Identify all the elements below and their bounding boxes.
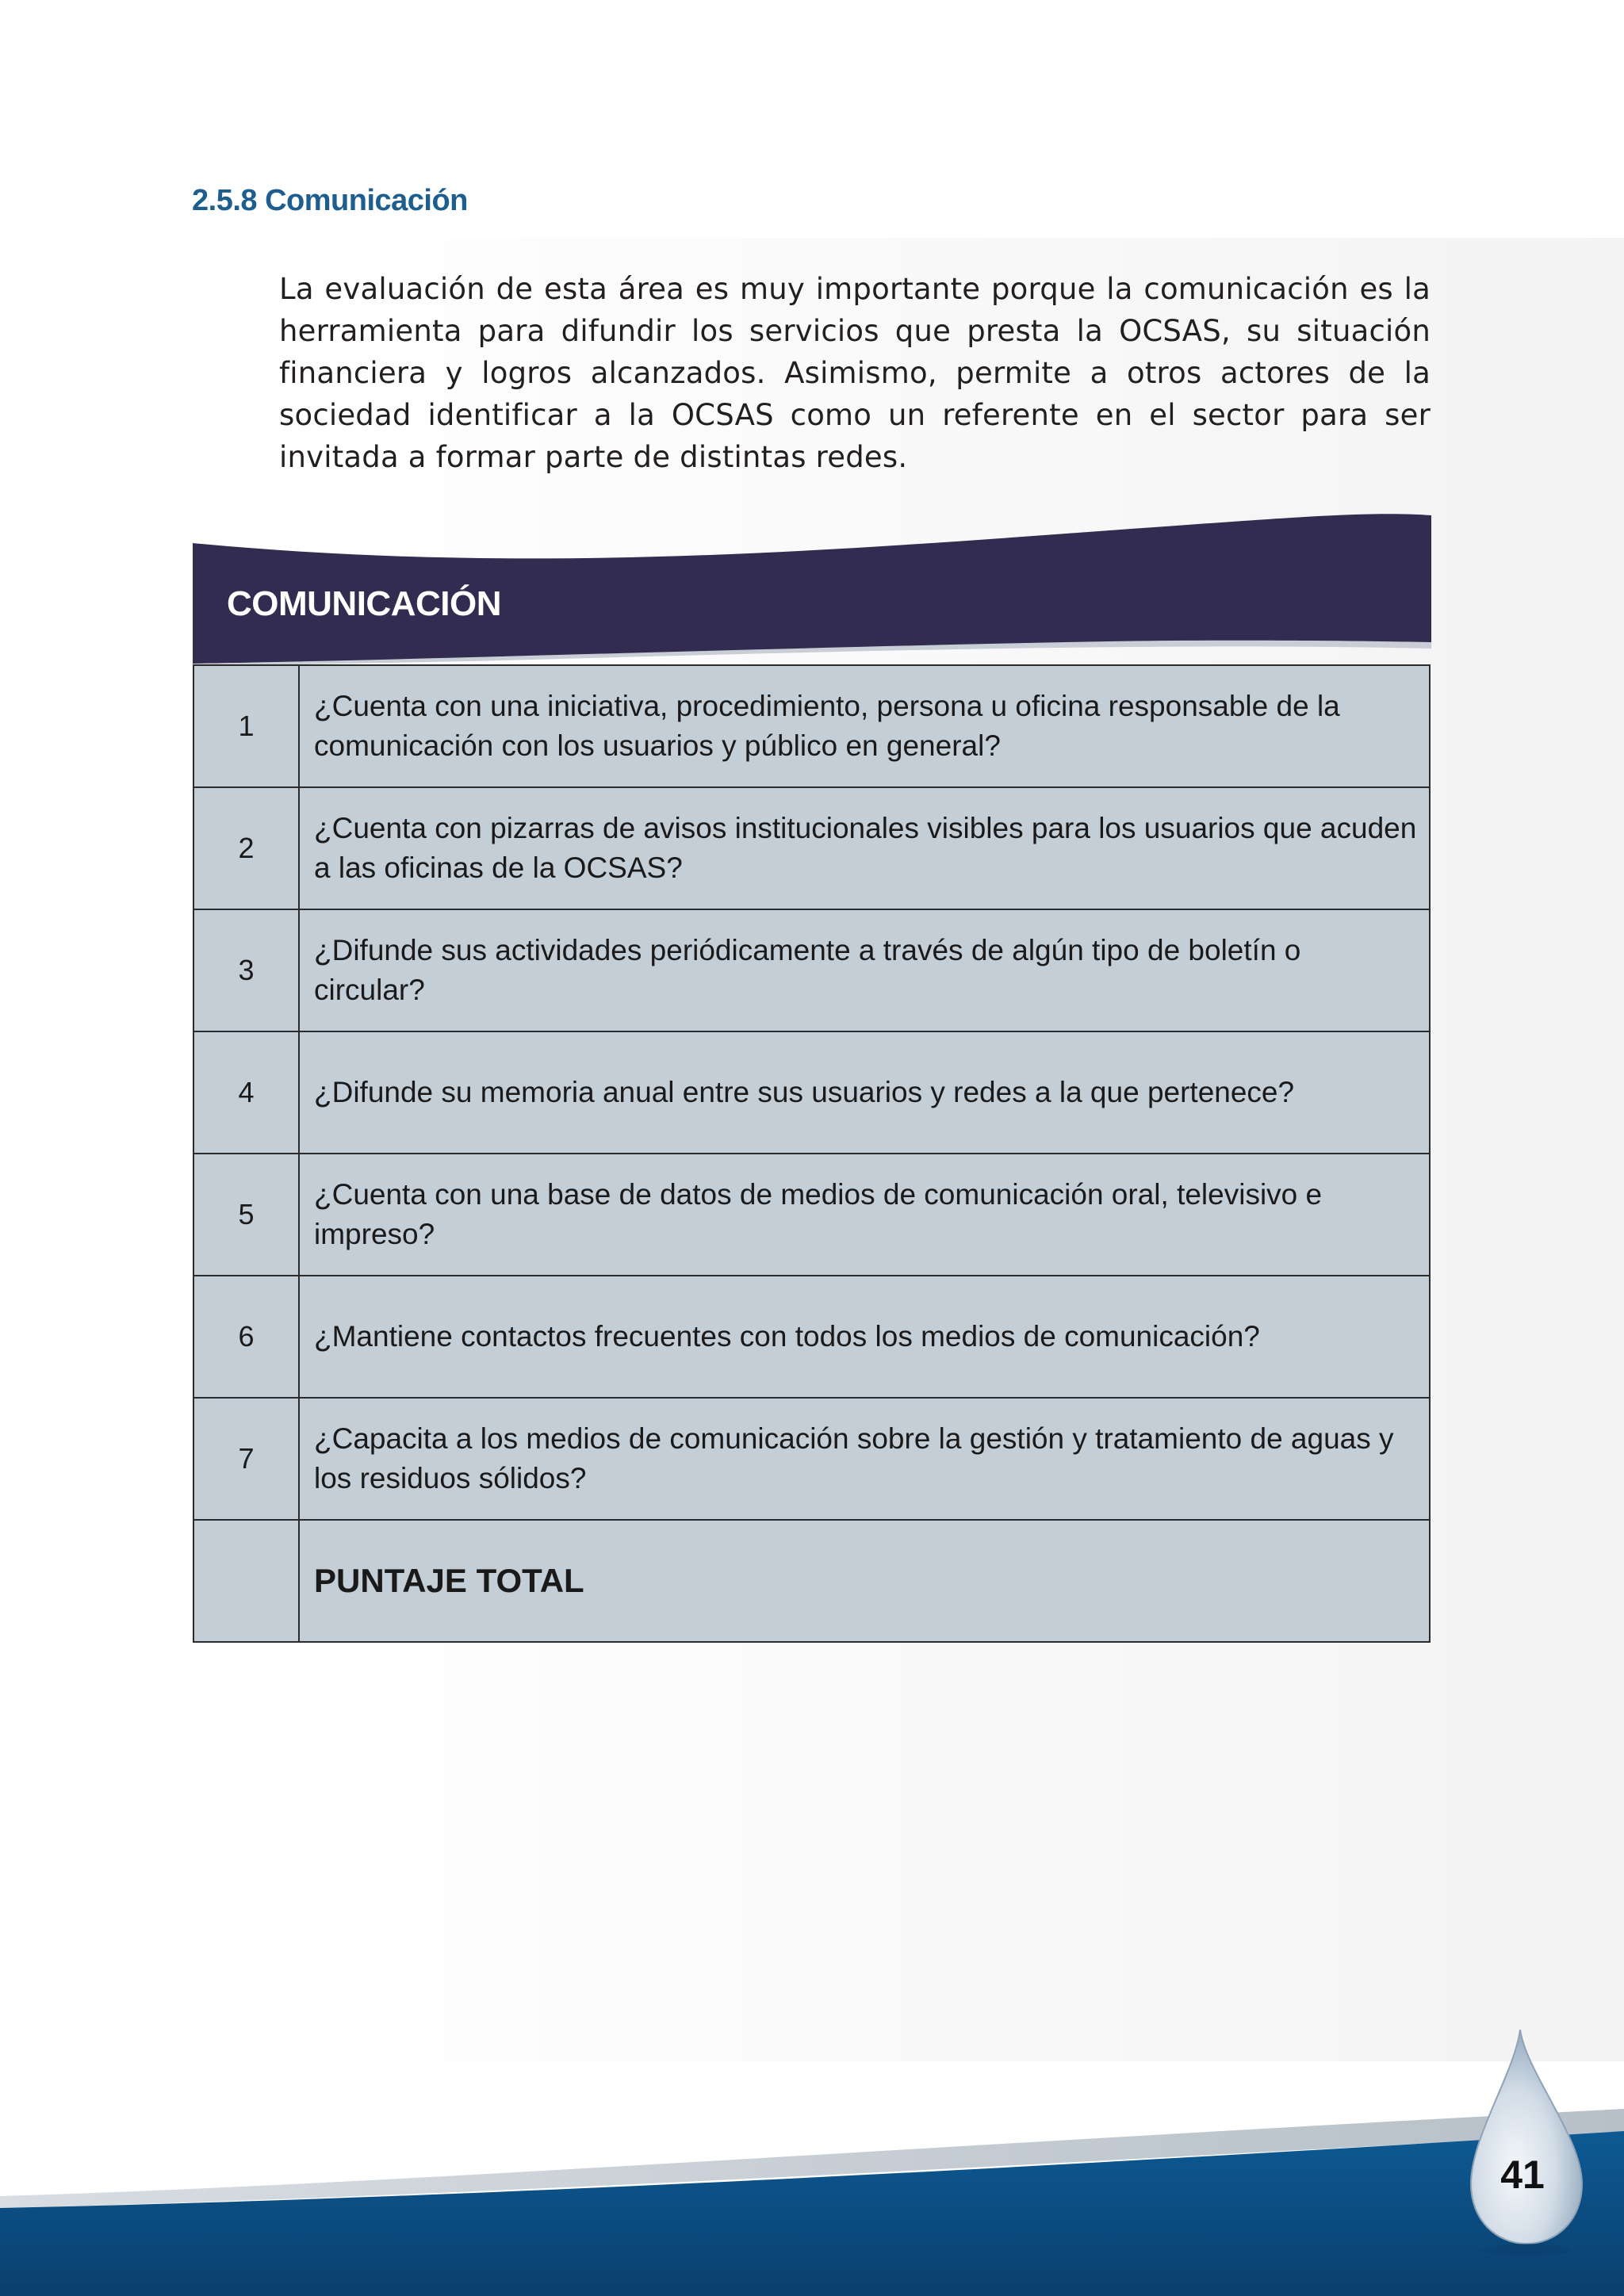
total-number-cell [193, 1520, 299, 1642]
intro-paragraph: La evaluación de esta área es muy importante porque la comunicación es la herramienta para difundir los servicios que presta la OCSAS, su situación financiera y logros alcanzados. Asimismo, permite a otros actores de la sociedad identificar a la OCSAS como un referente en el sector para ser invitada a formar parte de distintas redes. [279, 272, 1431, 474]
question-text: ¿Capacita a los medios de comunicación sobre la gestión y tratamiento de aguas y los residuos sólidos? [299, 1398, 1430, 1520]
table-row [193, 909, 1430, 1031]
question-number: 5 [193, 1154, 299, 1276]
table-row [193, 1031, 1430, 1154]
water-drop-icon [1463, 2026, 1594, 2260]
table-row [193, 665, 1430, 787]
section-title: 2.5.8 Comunicación [192, 184, 468, 217]
table-row [193, 1398, 1430, 1520]
table-header-title: COMUNICACIÓN [227, 584, 501, 623]
total-score-label: PUNTAJE TOTAL [299, 1520, 1430, 1642]
total-row [193, 1520, 1430, 1642]
question-number: 2 [193, 787, 299, 909]
table-row [193, 787, 1430, 909]
question-number: 1 [193, 665, 299, 787]
footer-wave [0, 2077, 1624, 2296]
page-number: 41 [1500, 2152, 1545, 2197]
table-row [193, 1276, 1430, 1398]
question-number: 4 [193, 1031, 299, 1154]
questions-table [193, 664, 1431, 1643]
question-text: ¿Cuenta con pizarras de avisos institucionales visibles para los usuarios que acuden a las oficinas de la OCSAS? [299, 787, 1430, 909]
question-number: 7 [193, 1398, 299, 1520]
question-text: ¿Mantiene contactos frecuentes con todos los medios de comunicación? [299, 1276, 1430, 1398]
question-number: 3 [193, 909, 299, 1031]
question-text: ¿Cuenta con una base de datos de medios de comunicación oral, televisivo e impreso? [299, 1154, 1430, 1276]
question-number: 6 [193, 1276, 299, 1398]
question-text: ¿Cuenta con una iniciativa, procedimiento, persona u oficina responsable de la comunicación con los usuarios y público en general? [299, 665, 1430, 787]
question-text: ¿Difunde su memoria anual entre sus usuarios y redes a la que pertenece? [299, 1031, 1430, 1154]
table-row [193, 1154, 1430, 1276]
question-text: ¿Difunde sus actividades periódicamente a través de algún tipo de boletín o circular? [299, 909, 1430, 1031]
